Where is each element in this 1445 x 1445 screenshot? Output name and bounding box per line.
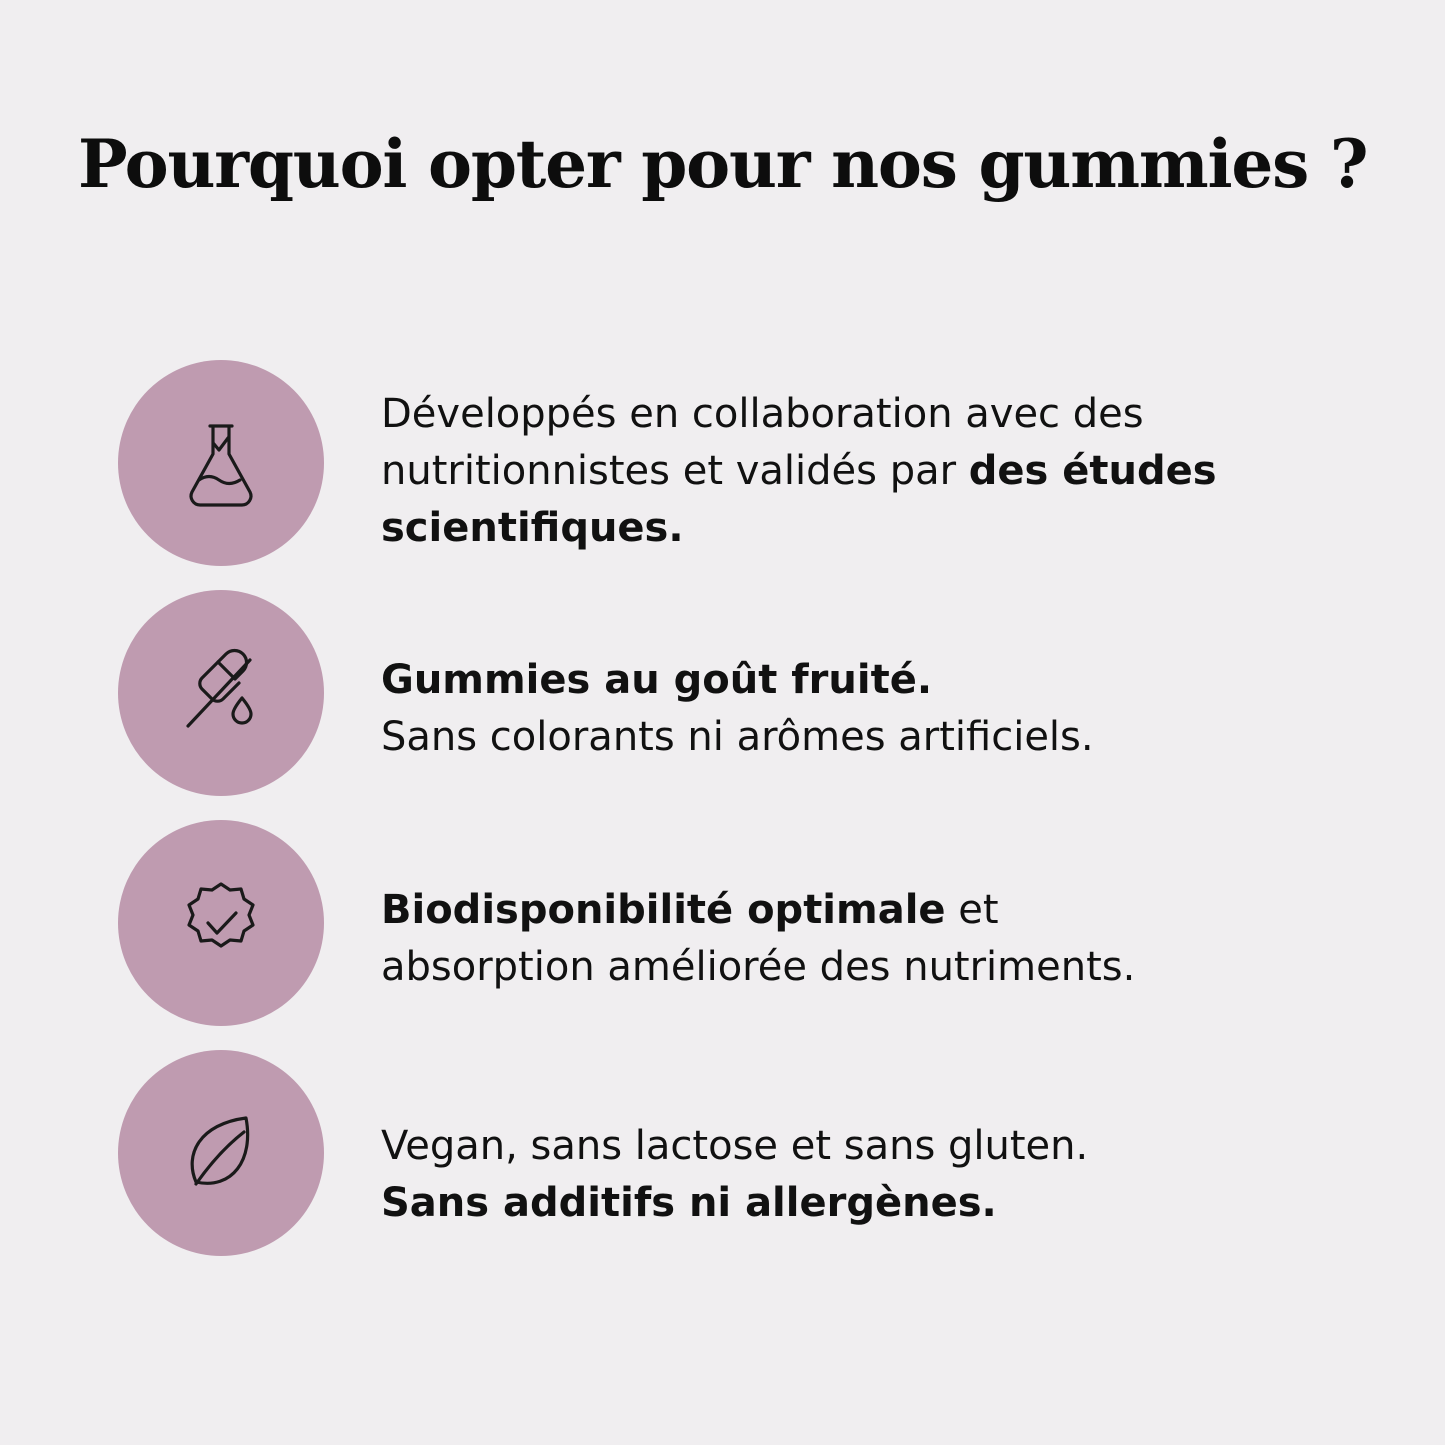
list-item [0, 360, 1445, 566]
check-badge-icon [118, 820, 324, 1026]
leaf-icon [118, 1050, 324, 1256]
list-item-text [324, 820, 1245, 996]
list-item-text [324, 590, 1204, 766]
list-item [0, 590, 1445, 796]
feature-4-line1: Vegan, sans lactose et sans gluten. [381, 1123, 1089, 1169]
feature-3-line1-bold: Biodisponibilité optimale [381, 887, 946, 933]
list-item [0, 1050, 1445, 1256]
list-item-text [324, 360, 1445, 556]
feature-1-line1: Développés en collaboration avec des [381, 391, 1144, 437]
feature-1-line3-bold: scientifiques. [381, 504, 684, 551]
list-item [0, 820, 1445, 1026]
feature-3-line2: absorption améliorée des nutriments. [381, 943, 1136, 990]
feature-1-line2-bold: des études [968, 447, 1217, 494]
list-item-text [324, 1050, 1198, 1232]
page-title: Pourquoi opter pour nos gummies ? [78, 125, 1368, 203]
feature-4-line2-bold: Sans additifs ni allergènes. [381, 1179, 997, 1226]
feature-2-line1-bold: Gummies au goût fruité. [381, 657, 933, 703]
flask-icon [118, 360, 324, 566]
feature-1-line2: nutritionnistes et validés par [381, 447, 969, 494]
feature-3-line1: et [945, 887, 999, 933]
feature-list [0, 360, 1445, 1280]
dropper-no-icon [118, 590, 324, 796]
feature-2-line2: Sans colorants ni arômes artificiels. [381, 713, 1094, 760]
